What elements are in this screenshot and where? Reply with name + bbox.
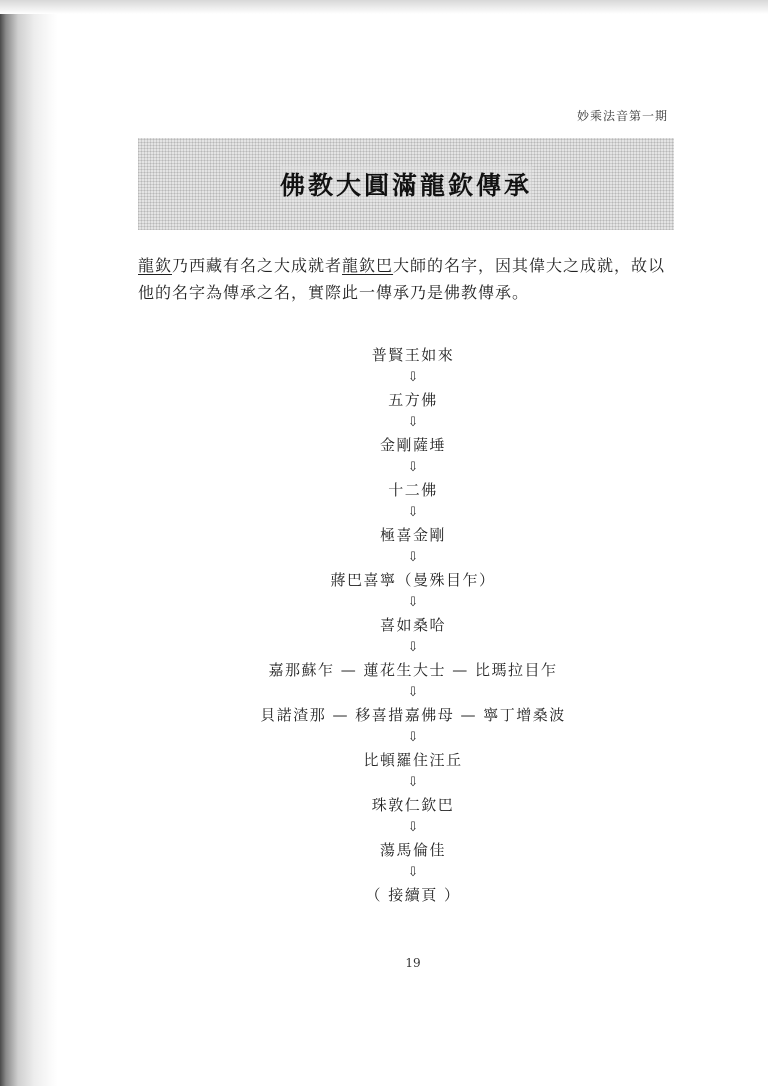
lineage-item: 蔣巴喜寧（曼殊目乍）	[330, 571, 496, 589]
page-number: 19	[405, 956, 421, 970]
intro-text-1: 乃西藏有名之大成就者	[172, 256, 343, 275]
down-arrow-icon: ⇩	[407, 640, 419, 655]
intro-text-2: 大師的名字，因其偉大之成就，故以他的名字為傳承之名，實際此一傳承乃是佛教傳承。	[138, 256, 666, 302]
lineage-item: 十二佛	[388, 481, 438, 499]
down-arrow-icon: ⇩	[407, 370, 419, 385]
lineage-chart	[58, 343, 768, 907]
intro-term-longchenpa: 龍欽巴	[342, 256, 394, 275]
down-arrow-icon: ⇩	[407, 865, 419, 880]
down-arrow-icon: ⇩	[407, 505, 419, 520]
intro-term-longchen: 龍欽	[138, 256, 173, 275]
lineage-item: 珠敦仁欽巴	[371, 796, 455, 814]
lineage-item: 蕩馬倫佳	[379, 841, 446, 859]
lineage-item: 喜如桑哈	[379, 616, 446, 634]
lineage-item: 金剛薩埵	[379, 436, 446, 454]
intro-paragraph	[138, 252, 678, 306]
continued-note: （ 接續頁 ）	[365, 886, 461, 904]
page-title: 佛教大圓滿龍欽傳承	[280, 166, 532, 202]
title-banner	[138, 138, 674, 230]
lineage-item: 普賢王如來	[371, 346, 455, 364]
down-arrow-icon: ⇩	[407, 775, 419, 790]
down-arrow-icon: ⇩	[407, 820, 419, 835]
down-arrow-icon: ⇩	[407, 730, 419, 745]
running-head: 妙乘法音第一期	[576, 109, 668, 123]
lineage-item: 貝諾渣那 — 移喜措嘉佛母 — 寧丁增桑波	[260, 706, 566, 724]
down-arrow-icon: ⇩	[407, 415, 419, 430]
book-spine-shadow	[0, 0, 58, 1086]
down-arrow-icon: ⇩	[407, 550, 419, 565]
lineage-item: 比頓羅住汪丘	[363, 751, 463, 769]
lineage-item: 極喜金剛	[379, 526, 446, 544]
down-arrow-icon: ⇩	[407, 595, 419, 610]
down-arrow-icon: ⇩	[407, 685, 419, 700]
down-arrow-icon: ⇩	[407, 460, 419, 475]
lineage-item: 五方佛	[388, 391, 438, 409]
lineage-item: 嘉那蘇乍 — 蓮花生大士 — 比瑪拉目乍	[268, 661, 558, 679]
page-top-shadow	[0, 0, 768, 14]
